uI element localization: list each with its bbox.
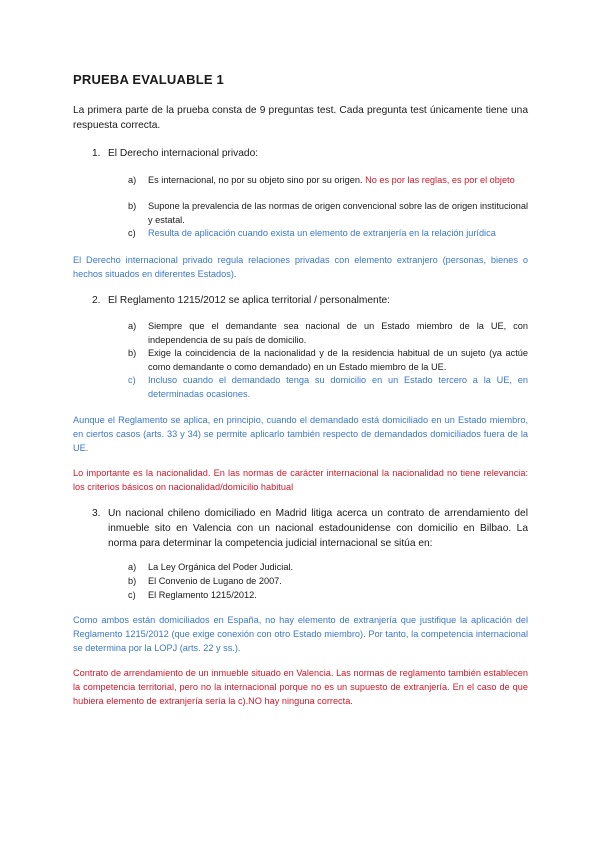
q2-explanation: Aunque el Reglamento se aplica, en principio, cuando el demandado está domiciliado en un Estado miembro, en ciertos casos (arts. 33 y 34) se permite aplicarlo también respecto de demandados domiciliados fuera de la UE.	[73, 415, 528, 453]
q3-option-c-letter: c)	[128, 590, 136, 600]
q1-option-c	[128, 226, 528, 240]
question-3-number: 3.	[92, 508, 101, 519]
q3-option-c	[128, 588, 528, 602]
q2-option-c	[128, 373, 528, 401]
q3-note: Contrato de arrendamiento de un inmueble situado en Valencia. Las normas de reglamento también establecen la competencia territorial, pero no la internacional porque no es un supuesto de extranjería. En el caso de que hubiera elemento de extranjería sería la c).NO hay ninguna correcta.	[73, 668, 528, 706]
question-1	[92, 146, 522, 161]
q2-note: Lo importante es la nacionalidad. En las normas de carácter internacional la nacionalidad no tiene relevancia: los criterios básicos on nacionalidad/domicilio habitual	[73, 468, 528, 492]
q3-option-c-text: El Reglamento 1215/2012.	[148, 590, 257, 600]
q2-option-b	[128, 346, 528, 374]
q1-option-a-note: No es por las reglas, es por el objeto	[365, 175, 515, 185]
q3-option-a-letter: a)	[128, 562, 137, 572]
q1-option-b	[128, 199, 528, 227]
q3-option-a	[128, 560, 528, 574]
q1-option-a-letter: a)	[128, 175, 137, 185]
q3-option-a-text: La Ley Orgánica del Poder Judicial.	[148, 562, 294, 572]
q1-option-c-letter: c)	[128, 228, 136, 238]
q1-option-b-letter: b)	[128, 201, 137, 211]
page-title: PRUEBA EVALUABLE 1	[73, 72, 224, 87]
q2-option-a	[128, 319, 528, 347]
q3-option-b	[128, 574, 528, 588]
question-2-text: El Reglamento 1215/2012 se aplica territorial / personalmente:	[108, 295, 391, 306]
q1-explanation: El Derecho internacional privado regula relaciones privadas con elemento extranjero (personas, bienes o hechos situados en diferentes Estados).	[73, 255, 528, 279]
q3-option-b-text: El Convenio de Lugano de 2007.	[148, 576, 282, 586]
question-2	[92, 293, 522, 308]
question-1-number: 1.	[92, 148, 101, 159]
q2-option-b-text: Exige la coincidencia de la nacionalidad y de la residencia habitual de un sujeto (ya actúe como demandante o como demandado) en un Estado miembro de la UE.	[148, 348, 528, 372]
q2-option-c-text: Incluso cuando el demandado tenga su domicilio en un Estado tercero a la UE, en determinadas ocasiones.	[148, 375, 528, 399]
q1-option-c-text: Resulta de aplicación cuando exista un elemento de extranjería en la relación jurídica	[148, 228, 496, 238]
question-1-text: El Derecho internacional privado:	[108, 148, 259, 159]
question-2-number: 2.	[92, 295, 101, 306]
q1-option-a-text: Es internacional, no por su objeto sino por su origen.	[148, 175, 363, 185]
q2-option-b-letter: b)	[128, 348, 137, 358]
q3-explanation: Como ambos están domiciliados en España, no hay elemento de extranjería que justifique la aplicación del Reglamento 1215/2012 (que exige conexión con otro Estado miembro). Por tanto, la competencia internacional se determina por la LOPJ (arts. 22 y ss.).	[73, 615, 528, 653]
question-3-text: Un nacional chileno domiciliado en Madrid litiga acerca un contrato de arrendamiento del inmueble sito en Valencia con un nacional estadounidense con domicilio en Bilbao. La norma para determinar la competencia judicial internacional se sitúa en:	[108, 508, 528, 549]
q2-option-a-text: Siempre que el demandante sea nacional de un Estado miembro de la UE, con independencia de su país de domicilio.	[148, 321, 528, 345]
q2-option-a-letter: a)	[128, 321, 137, 331]
intro-paragraph: La primera parte de la prueba consta de 9 preguntas test. Cada pregunta test únicamente tiene una respuesta correcta.	[73, 105, 528, 131]
question-3	[92, 506, 528, 551]
q1-option-b-text: Supone la prevalencia de las normas de origen convencional sobre las de origen institucional y estatal.	[148, 201, 528, 225]
q2-option-c-letter: c)	[128, 375, 136, 385]
q3-option-b-letter: b)	[128, 576, 137, 586]
q1-option-a	[128, 173, 528, 187]
